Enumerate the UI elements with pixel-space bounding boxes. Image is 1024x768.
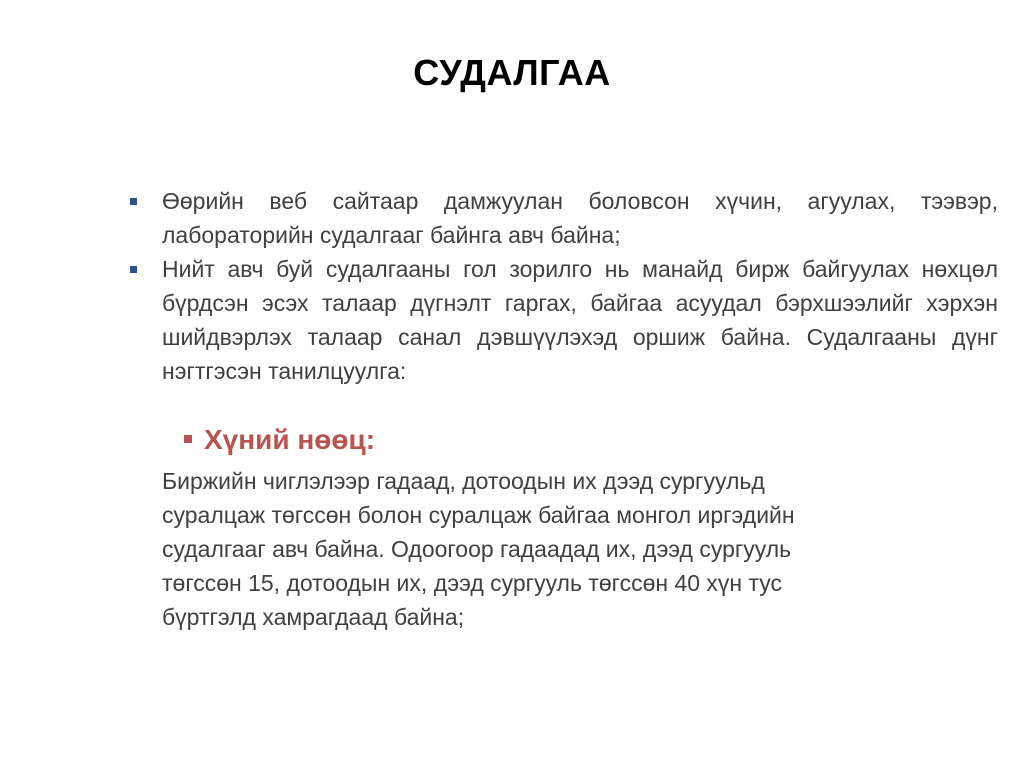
- bullet-list: [128, 184, 998, 388]
- paragraph-line: судалгааг авч байна. Одоогоор гадаадад их, дээд сургууль: [162, 536, 792, 562]
- paragraph-line: суралцаж төгссөн болон суралцаж байгаа монгол иргэдийн: [162, 502, 795, 528]
- square-bullet-icon: [130, 198, 137, 205]
- bullet-text: Нийт авч буй судалгааны гол зорилго нь манайд бирж байгуулах нөхцөл бүрдсэн эсэх талаар дүгнэлт гаргах, байгаа асуудал бэрхшээлийг хэрхэн шийдвэрлэх талаар санал дэвшүүлэхэд оршиж байна. Судалгааны дүнг нэгтгэсэн танилцуулга:: [162, 256, 998, 384]
- bullet-item: [128, 184, 998, 252]
- subheading: [184, 420, 375, 460]
- subheading-text: Хүний нөөц:: [204, 424, 376, 455]
- body-paragraph: [162, 464, 942, 634]
- square-bullet-icon: [184, 435, 192, 443]
- bullet-item: [128, 252, 998, 388]
- paragraph-line: Биржийн чиглэлээр гадаад, дотоодын их дээд сургуульд: [162, 468, 765, 494]
- square-bullet-icon: [130, 266, 137, 273]
- paragraph-line: төгссөн 15, дотоодын их, дээд сургууль төгссөн 40 хүн тус: [162, 570, 783, 596]
- paragraph-line: бүртгэлд хамрагдаад байна;: [162, 604, 465, 630]
- slide-title: СУДАЛГАА: [413, 52, 611, 93]
- bullet-text: Өөрийн веб сайтаар дамжуулан боловсон хүчин, агуулах, тээвэр, лабораторийн судалгааг байнга авч байна;: [162, 188, 998, 248]
